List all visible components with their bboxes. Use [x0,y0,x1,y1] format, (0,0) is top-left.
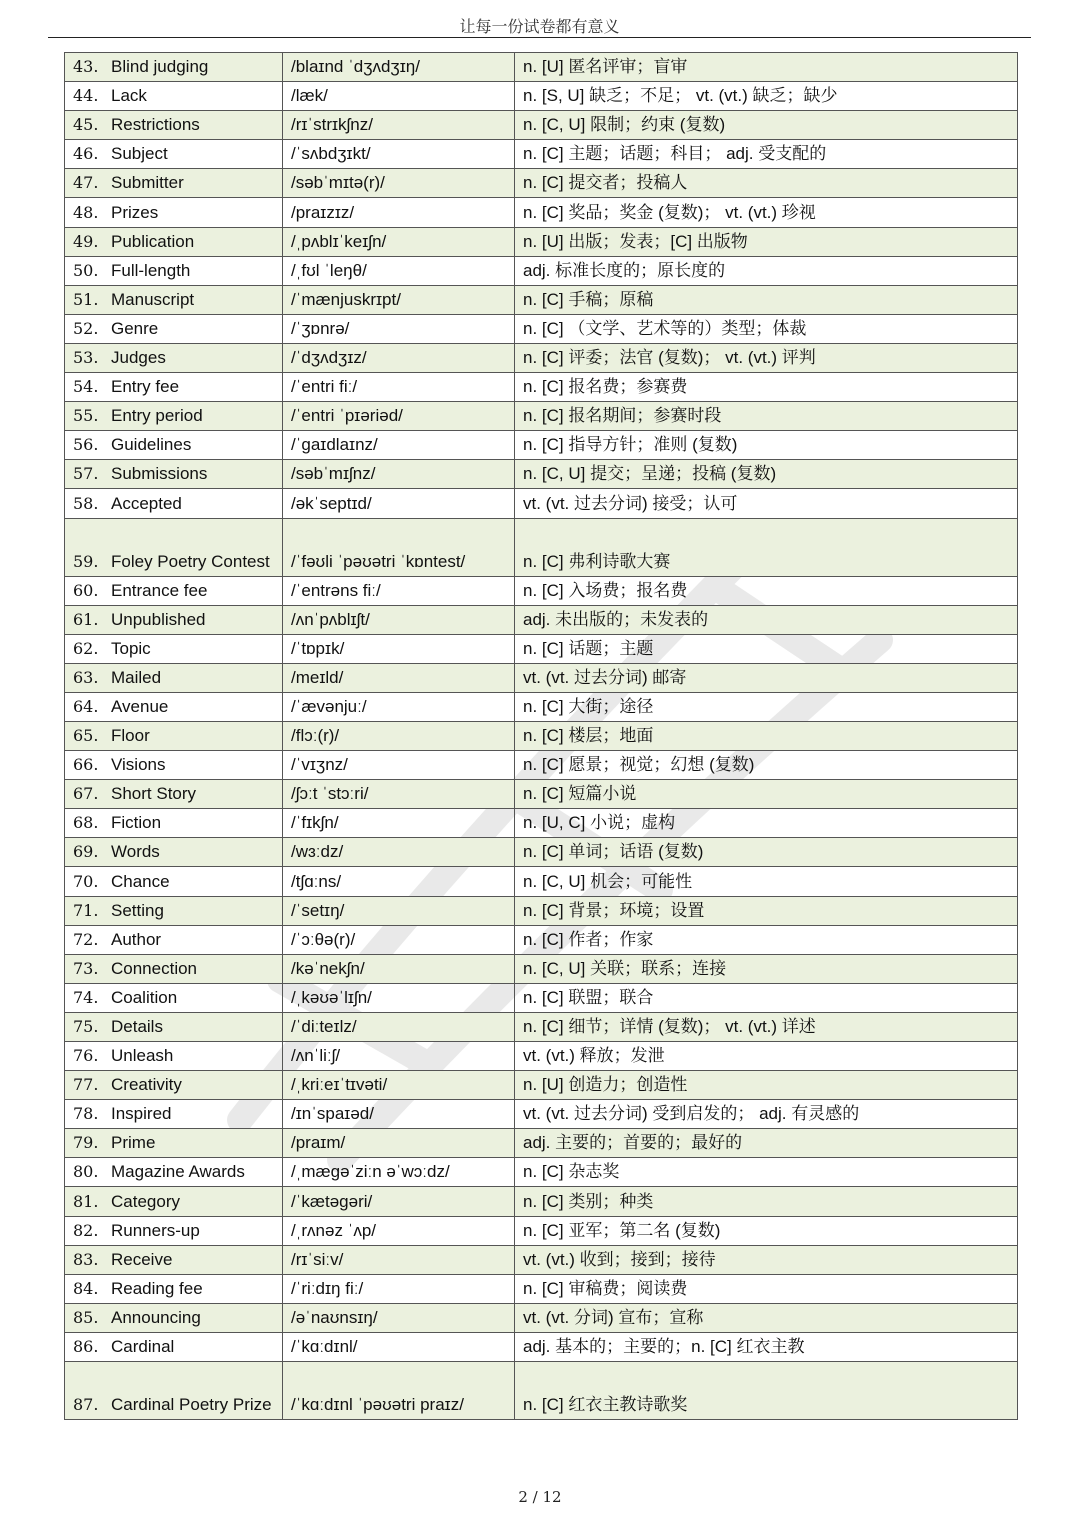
definition-cell: vt. (vt. 过去分词) 邮寄 [515,663,1018,692]
pronunciation-cell: /ˌfʊl ˈleŋθ/ [283,256,515,285]
word-text: Genre [111,318,159,338]
table-row [65,576,1018,605]
definition-cell: vt. (vt. 过去分词) 接受；认可 [515,489,1018,518]
pronunciation-cell: /tʃɑːns/ [283,867,515,896]
word-text: Topic [111,638,151,658]
word-text: Coalition [111,987,178,1007]
definition-cell: vt. (vt.) 收到；接到；接待 [515,1245,1018,1274]
pronunciation-cell: /wɜːdz/ [283,838,515,867]
word-cell [65,489,283,518]
word-cell [65,1129,283,1158]
row-number: 77. [73,1075,99,1095]
definition-cell: n. [C] 提交者；投稿人 [515,169,1018,198]
word-cell [65,576,283,605]
table-row [65,285,1018,314]
pronunciation-cell: /meɪld/ [283,663,515,692]
definition-cell: n. [C] 指导方针；准则 (复数) [515,431,1018,460]
row-number: 69. [73,842,99,862]
row-number: 44. [73,86,99,106]
pronunciation-cell: /rɪˈstrɪkʃnz/ [283,111,515,140]
word-cell [65,1100,283,1129]
word-text: Receive [111,1249,173,1269]
row-number: 58. [73,493,99,513]
pronunciation-cell: /ˈriːdɪŋ fiː/ [283,1274,515,1303]
definition-cell: adj. 标准长度的；原长度的 [515,256,1018,285]
word-cell [65,402,283,431]
pronunciation-cell: /ʌnˈliːʃ/ [283,1042,515,1071]
row-number: 43. [73,57,99,77]
table-row [65,867,1018,896]
definition-cell: n. [C] 报名期间；参赛时段 [515,402,1018,431]
row-number: 59. [73,551,99,571]
header-divider [48,37,1031,38]
word-text: Setting [111,900,164,920]
table-row [65,692,1018,721]
table-row [65,518,1018,576]
word-text: Short Story [111,784,197,804]
word-cell [65,809,283,838]
word-cell [65,314,283,343]
definition-cell: n. [C] 楼层；地面 [515,721,1018,750]
row-number: 62. [73,638,99,658]
row-number: 53. [73,348,99,368]
definition-cell: n. [C, U] 限制；约束 (复数) [515,111,1018,140]
definition-cell: n. [C, U] 提交；呈递；投稿 (复数) [515,460,1018,489]
word-text: Unleash [111,1046,174,1066]
pronunciation-cell: /ˈɡaɪdlaɪnz/ [283,431,515,460]
word-cell [65,140,283,169]
table-row [65,343,1018,372]
definition-cell: n. [C] 愿景；视觉；幻想 (复数) [515,751,1018,780]
word-text: Entry period [111,406,203,426]
pronunciation-cell: /rɪˈsiːv/ [283,1245,515,1274]
row-number: 65. [73,726,99,746]
word-text: Restrictions [111,115,200,135]
definition-cell: n. [C] 背景；环境；设置 [515,896,1018,925]
word-text: Category [111,1191,180,1211]
pronunciation-cell: /ˈdʒʌdʒɪz/ [283,343,515,372]
definition-cell: n. [C] 大街；途径 [515,692,1018,721]
row-number: 45. [73,115,99,135]
word-cell [65,780,283,809]
pronunciation-cell: /ˈʒɒnrə/ [283,314,515,343]
word-text: Fiction [111,813,162,833]
table-row [65,1042,1018,1071]
word-cell [65,605,283,634]
row-number: 80. [73,1162,99,1182]
definition-cell: n. [C] 单词；话语 (复数) [515,838,1018,867]
row-number: 57. [73,464,99,484]
table-row [65,431,1018,460]
word-cell [65,198,283,227]
word-cell [65,1042,283,1071]
row-number: 49. [73,231,99,251]
word-cell [65,373,283,402]
word-cell [65,53,283,82]
definition-cell: n. [C] 话题；主题 [515,634,1018,663]
row-number: 52. [73,318,99,338]
definition-cell: n. [C] 类别；种类 [515,1187,1018,1216]
pronunciation-cell: /əkˈseptɪd/ [283,489,515,518]
pronunciation-cell: /səbˈmɪʃnz/ [283,460,515,489]
row-number: 85. [73,1307,99,1327]
row-number: 79. [73,1133,99,1153]
table-row [65,140,1018,169]
pronunciation-cell: /praɪzɪz/ [283,198,515,227]
row-number: 51. [73,289,99,309]
table-row [65,227,1018,256]
definition-cell: n. [C] 弗利诗歌大赛 [515,518,1018,576]
table-row [65,1274,1018,1303]
word-cell [65,896,283,925]
word-text: Creativity [111,1075,182,1095]
table-row [65,169,1018,198]
row-number: 74. [73,987,99,1007]
row-number: 67. [73,784,99,804]
word-cell [65,1012,283,1041]
pronunciation-cell: /ˈvɪʒnz/ [283,751,515,780]
word-cell [65,663,283,692]
word-cell [65,431,283,460]
row-number: 82. [73,1220,99,1240]
word-cell [65,1362,283,1420]
word-text: Floor [111,726,150,746]
table-row [65,1245,1018,1274]
definition-cell: n. [C, U] 关联；联系；连接 [515,954,1018,983]
definition-cell: vt. (vt. 分词) 宣布；宣称 [515,1303,1018,1332]
definition-cell: vt. (vt. 过去分词) 受到启发的； adj. 有灵感的 [515,1100,1018,1129]
word-text: Foley Poetry Contest [111,551,270,571]
definition-cell: n. [C] 评委；法官 (复数)； vt. (vt.) 评判 [515,343,1018,372]
definition-cell: n. [U, C] 小说；虚构 [515,809,1018,838]
word-cell [65,1158,283,1187]
table-row [65,1071,1018,1100]
table-row [65,896,1018,925]
definition-cell: vt. (vt.) 释放；发泄 [515,1042,1018,1071]
word-text: Submissions [111,464,208,484]
definition-cell: adj. 基本的；主要的；n. [C] 红衣主教 [515,1332,1018,1361]
word-text: Entrance fee [111,580,208,600]
row-number: 76. [73,1046,99,1066]
table-row [65,111,1018,140]
table-row [65,256,1018,285]
pronunciation-cell: /ˌkriːeɪˈtɪvəti/ [283,1071,515,1100]
word-text: Avenue [111,696,169,716]
word-text: Judges [111,348,166,368]
pronunciation-cell: /ˈfɪkʃn/ [283,809,515,838]
word-text: Unpublished [111,609,206,629]
pronunciation-cell: /ˌkəʊəˈlɪʃn/ [283,983,515,1012]
word-cell [65,954,283,983]
row-number: 60. [73,580,99,600]
word-text: Lack [111,86,147,106]
table-row [65,751,1018,780]
vocabulary-table [64,52,1018,1420]
word-cell [65,1303,283,1332]
pronunciation-cell: /ɪnˈspaɪəd/ [283,1100,515,1129]
row-number: 63. [73,667,99,687]
word-cell [65,751,283,780]
table-row [65,1158,1018,1187]
pronunciation-cell: /ˈsetɪŋ/ [283,896,515,925]
word-cell [65,169,283,198]
row-number: 84. [73,1278,99,1298]
pronunciation-cell: /ˈkɑːdɪnl/ [283,1332,515,1361]
pronunciation-cell: /ˈentri fiː/ [283,373,515,402]
word-text: Magazine Awards [111,1162,245,1182]
definition-cell: n. [C] 细节；详情 (复数)； vt. (vt.) 详述 [515,1012,1018,1041]
word-cell [65,721,283,750]
word-cell [65,634,283,663]
row-number: 81. [73,1191,99,1211]
word-text: Mailed [111,667,162,687]
pronunciation-cell: /ˈkɑːdɪnl ˈpəʊətri praɪz/ [283,1362,515,1420]
word-text: Guidelines [111,435,192,455]
word-text: Accepted [111,493,182,513]
table-row [65,1100,1018,1129]
word-cell [65,838,283,867]
word-cell [65,460,283,489]
word-cell [65,518,283,576]
word-cell [65,1245,283,1274]
word-text: Submitter [111,173,184,193]
pronunciation-cell: /læk/ [283,82,515,111]
row-number: 68. [73,813,99,833]
word-text: Prizes [111,202,159,222]
row-number: 86. [73,1337,99,1357]
row-number: 61. [73,609,99,629]
pronunciation-cell: /ˌrʌnəz ˈʌp/ [283,1216,515,1245]
table-row [65,1129,1018,1158]
word-cell [65,983,283,1012]
pronunciation-cell: /ˌpʌblɪˈkeɪʃn/ [283,227,515,256]
row-number: 64. [73,696,99,716]
table-row [65,53,1018,82]
word-cell [65,256,283,285]
page-number: 2 / 12 [518,1488,562,1506]
word-text: Details [111,1017,163,1036]
definition-cell: n. [U] 匿名评审；盲审 [515,53,1018,82]
table-row [65,1362,1018,1420]
definition-cell: n. [C] 入场费；报名费 [515,576,1018,605]
pronunciation-cell: /ʌnˈpʌblɪʃt/ [283,605,515,634]
table-row [65,634,1018,663]
row-number: 55. [73,406,99,426]
definition-cell: n. [C] （文学、艺术等的）类型；体裁 [515,314,1018,343]
row-number: 54. [73,377,99,397]
row-number: 71. [73,900,99,920]
table-row [65,402,1018,431]
definition-cell: n. [U] 出版；发表；[C] 出版物 [515,227,1018,256]
row-number: 72. [73,929,99,949]
pronunciation-cell: /ˌmæɡəˈziːn əˈwɔːdz/ [283,1158,515,1187]
definition-cell: n. [C] 主题；话题；科目； adj. 受支配的 [515,140,1018,169]
pronunciation-cell: /flɔː(r)/ [283,721,515,750]
word-cell [65,285,283,314]
definition-cell: n. [C, U] 机会；可能性 [515,867,1018,896]
definition-cell: n. [C] 杂志奖 [515,1158,1018,1187]
row-number: 70. [73,871,99,891]
pronunciation-cell: /ˈentri ˈpɪəriəd/ [283,402,515,431]
row-number: 75. [73,1017,99,1036]
word-cell [65,1216,283,1245]
table-row [65,373,1018,402]
row-number: 87. [73,1395,99,1415]
word-cell [65,1187,283,1216]
word-text: Prime [111,1133,156,1153]
table-row [65,663,1018,692]
row-number: 78. [73,1104,99,1124]
word-text: Connection [111,958,198,978]
word-text: Visions [111,755,166,775]
definition-cell: n. [C] 亚军；第二名 (复数) [515,1216,1018,1245]
pronunciation-cell: /ˈɔːθə(r)/ [283,925,515,954]
word-cell [65,925,283,954]
definition-cell: adj. 未出版的；未发表的 [515,605,1018,634]
word-text: Announcing [111,1307,201,1327]
word-text: Words [111,842,160,862]
definition-cell: n. [C] 报名费；参赛费 [515,373,1018,402]
table-row [65,954,1018,983]
table-row [65,983,1018,1012]
table-row [65,489,1018,518]
row-number: 50. [73,260,99,280]
table-row [65,1332,1018,1361]
pronunciation-cell: /ˈentrəns fiː/ [283,576,515,605]
word-text: Cardinal [111,1337,175,1357]
pronunciation-cell: /ˈsʌbdʒɪkt/ [283,140,515,169]
definition-cell: n. [C] 短篇小说 [515,780,1018,809]
pronunciation-cell: /ʃɔːt ˈstɔːri/ [283,780,515,809]
word-text: Author [111,929,162,949]
table-row [65,780,1018,809]
pronunciation-cell: /əˈnaʊnsɪŋ/ [283,1303,515,1332]
pronunciation-cell: /səbˈmɪtə(r)/ [283,169,515,198]
definition-cell: n. [C] 审稿费；阅读费 [515,1274,1018,1303]
word-cell [65,111,283,140]
pronunciation-cell: /praɪm/ [283,1129,515,1158]
definition-cell: adj. 主要的；首要的；最好的 [515,1129,1018,1158]
table-row [65,605,1018,634]
table-row [65,1303,1018,1332]
table-row [65,314,1018,343]
row-number: 47. [73,173,99,193]
definition-cell: n. [C] 红衣主教诗歌奖 [515,1362,1018,1420]
table-row [65,1012,1018,1041]
definition-cell: n. [C] 奖品；奖金 (复数)； vt. (vt.) 珍视 [515,198,1018,227]
pronunciation-cell: /ˈkætəɡəri/ [283,1187,515,1216]
table-row [65,838,1018,867]
pronunciation-cell: /kəˈnekʃn/ [283,954,515,983]
word-cell [65,343,283,372]
pronunciation-cell: /ˈfəʊli ˈpəʊətri ˈkɒntest/ [283,518,515,576]
pronunciation-cell: /ˈævənjuː/ [283,692,515,721]
pronunciation-cell: /ˈdiːteɪlz/ [283,1012,515,1041]
word-text: Inspired [111,1104,172,1124]
pronunciation-cell: /ˈmænjuskrɪpt/ [283,285,515,314]
table-row [65,721,1018,750]
row-number: 46. [73,144,99,164]
row-number: 66. [73,755,99,775]
table-row [65,460,1018,489]
definition-cell: n. [C] 作者；作家 [515,925,1018,954]
table-row [65,82,1018,111]
word-text: Runners-up [111,1220,200,1240]
word-text: Subject [111,144,168,164]
word-text: Cardinal Poetry Prize [111,1395,272,1415]
word-cell [65,82,283,111]
word-cell [65,1332,283,1361]
word-cell [65,1071,283,1100]
row-number: 73. [73,958,99,978]
definition-cell: n. [C] 联盟；联合 [515,983,1018,1012]
word-text: Entry fee [111,377,180,397]
table-row [65,809,1018,838]
table-row [65,1187,1018,1216]
word-text: Chance [111,871,170,891]
page-header-title: 让每一份试卷都有意义 [459,17,620,36]
word-text: Full-length [111,260,191,280]
word-cell [65,1274,283,1303]
pronunciation-cell: /blaɪnd ˈdʒʌdʒɪŋ/ [283,53,515,82]
table-row [65,1216,1018,1245]
word-text: Blind judging [111,57,209,77]
definition-cell: n. [S, U] 缺乏；不足； vt. (vt.) 缺乏；缺少 [515,82,1018,111]
word-cell [65,867,283,896]
definition-cell: n. [U] 创造力；创造性 [515,1071,1018,1100]
row-number: 48. [73,202,99,222]
word-cell [65,227,283,256]
table-row [65,925,1018,954]
word-text: Manuscript [111,289,195,309]
row-number: 56. [73,435,99,455]
definition-cell: n. [C] 手稿；原稿 [515,285,1018,314]
word-text: Publication [111,231,195,251]
word-cell [65,692,283,721]
pronunciation-cell: /ˈtɒpɪk/ [283,634,515,663]
word-text: Reading fee [111,1278,203,1298]
row-number: 83. [73,1249,99,1269]
table-row [65,198,1018,227]
